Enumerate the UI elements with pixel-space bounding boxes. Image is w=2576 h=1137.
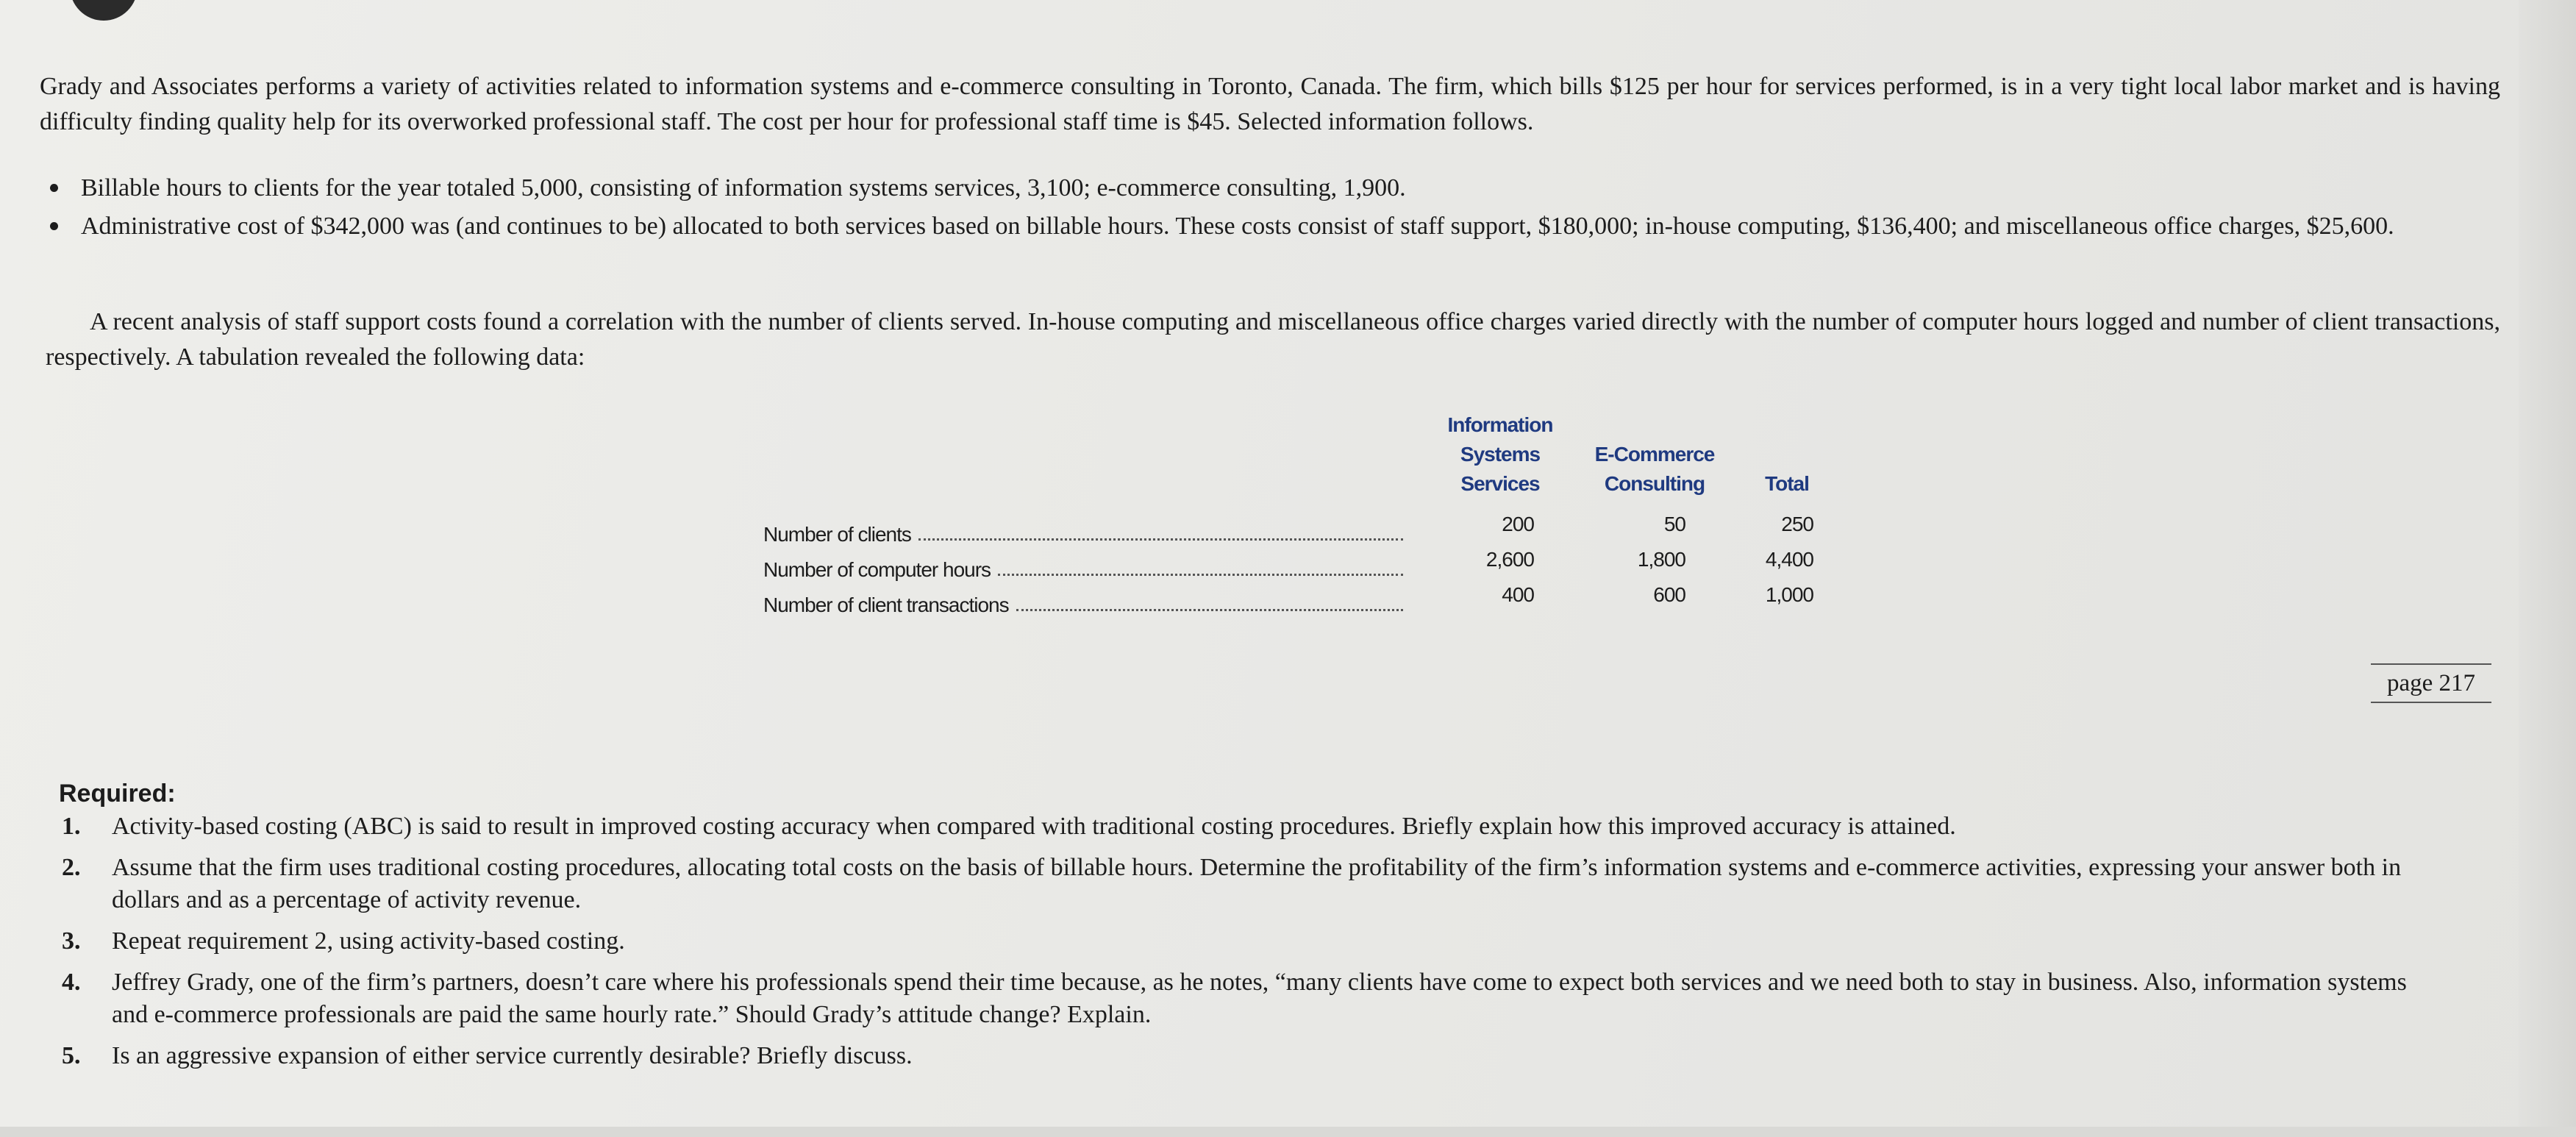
top-edge-shadow — [70, 0, 138, 21]
header-line: E-Commerce — [1594, 443, 1715, 466]
row-label-text: Number of client transactions — [763, 594, 1009, 616]
item-text: Jeffrey Grady, one of the firm’s partners, doesn’t care where his professionals spend their time because, as he notes, “many clients have come to expect both services and we need both to stay in business. Also, information systems and e-commerce professionals are paid the same hourly rate.” Should Grady’s attitude change? Explain. — [112, 969, 2407, 1028]
requirements-list — [59, 810, 2441, 1081]
cell-e-commerce: 1,800 — [1637, 548, 1685, 571]
page-number: page 217 — [2371, 663, 2491, 703]
list-item — [40, 169, 2500, 207]
dot-leader — [1016, 609, 1403, 611]
list-item — [59, 810, 2441, 843]
list-item — [59, 966, 2441, 1031]
cell-information-systems: 2,600 — [1485, 548, 1534, 571]
header-line: Systems — [1460, 443, 1541, 466]
item-number: 5. — [62, 1042, 81, 1069]
item-number: 1. — [62, 813, 81, 840]
header-line: Information — [1447, 413, 1553, 436]
bullet-icon — [50, 184, 58, 192]
cell-total: 1,000 — [1765, 583, 1813, 606]
list-item — [40, 207, 2500, 246]
list-item — [59, 925, 2441, 958]
cell-information-systems: 200 — [1502, 513, 1534, 535]
header-line: Consulting — [1604, 472, 1705, 495]
required-heading: Required: — [59, 780, 176, 808]
dot-leader — [918, 538, 1403, 541]
column-header-total — [1735, 469, 1838, 499]
row-label-text: Number of clients — [763, 523, 911, 546]
header-line: Services — [1460, 472, 1540, 495]
column-header-information-systems — [1427, 410, 1574, 499]
cell-total: 4,400 — [1765, 548, 1813, 571]
bullet-text: Billable hours to clients for the year totaled 5,000, consisting of information systems services, 3,100; e-commerce consulting, 1,900. — [81, 174, 1406, 202]
cell-information-systems: 400 — [1502, 583, 1534, 606]
item-text: Is an aggressive expansion of either service currently desirable? Briefly discuss. — [112, 1042, 913, 1069]
cell-e-commerce: 50 — [1663, 513, 1685, 535]
item-number: 3. — [62, 927, 81, 955]
bullet-icon — [50, 222, 58, 230]
list-item — [59, 1040, 2441, 1072]
page-right-margin — [2519, 0, 2576, 1137]
row-label — [763, 513, 1403, 546]
analysis-paragraph: A recent analysis of staff support costs found a correlation with the number of clients served. In-house computing and miscellaneous office charges varied directly with the number of computer hours logged and number of client transactions, respectively. A tabulation revealed the following data: — [46, 308, 2500, 371]
row-label-text: Number of computer hours — [763, 558, 991, 581]
item-text: Repeat requirement 2, using activity-based costing. — [112, 927, 625, 955]
intro-paragraph: Grady and Associates performs a variety of activities related to information systems and e-commerce consulting in Toronto, Canada. The firm, which bills $125 per hour for services performed, is in a very tight local labor market and is having difficulty finding quality help for its overworked professional staff. The cost per hour for professional staff time is $45. Selected information follows. — [40, 73, 2500, 135]
cell-e-commerce: 600 — [1653, 583, 1685, 606]
item-text: Activity-based costing (ABC) is said to result in improved costing accuracy when compared with traditional costing procedures. Briefly explain how this improved accuracy is attained. — [112, 813, 1956, 840]
row-label — [763, 583, 1403, 617]
cell-total: 250 — [1781, 513, 1813, 535]
page-bottom-margin — [0, 1127, 2576, 1137]
bullet-text: Administrative cost of $342,000 was (and continues to be) allocated to both services based on billable hours. These costs consist of staff support, $180,000; in-house computing, $136,400; and miscellaneous office charges, $25,600. — [81, 213, 2394, 240]
dot-leader — [998, 574, 1403, 576]
item-text: Assume that the firm uses traditional costing procedures, allocating total costs on the basis of billable hours. Determine the profitability of the firm’s information systems and e-commerce activities, expressing your answer both in dollars and as a percentage of activity revenue. — [112, 854, 2402, 913]
list-item — [59, 852, 2441, 916]
facts-list — [40, 169, 2500, 246]
item-number: 4. — [62, 969, 81, 996]
item-number: 2. — [62, 854, 81, 881]
column-header-e-commerce — [1581, 440, 1728, 499]
row-label — [763, 548, 1403, 582]
header-line: Total — [1765, 472, 1809, 495]
